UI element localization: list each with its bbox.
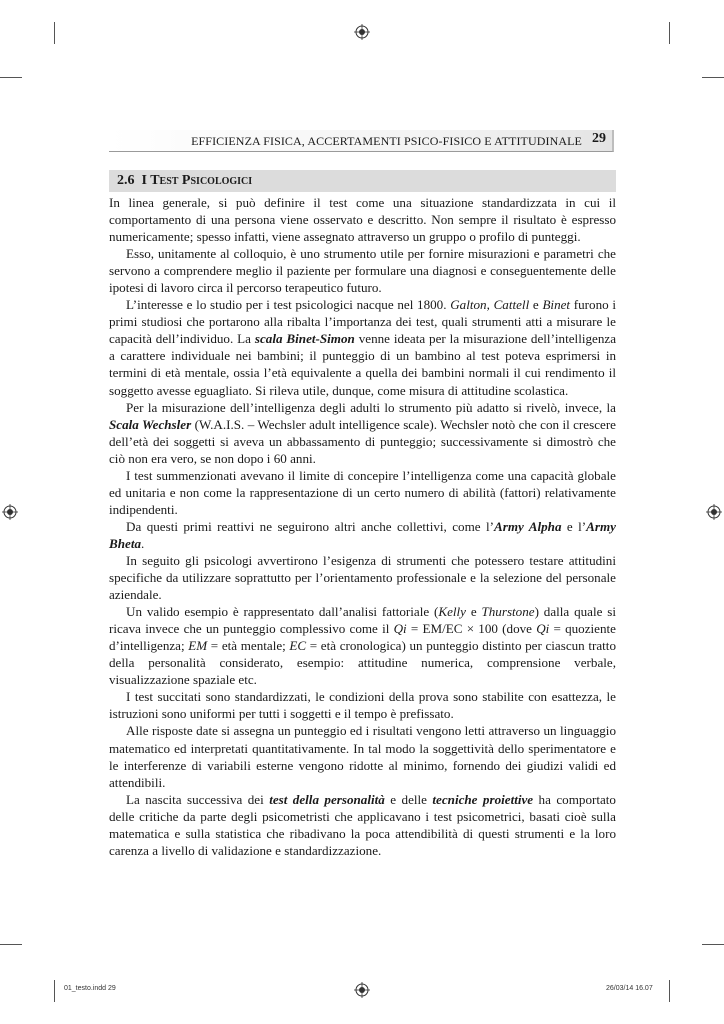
emphasis-text: Army Alpha — [494, 518, 562, 534]
crop-mark — [0, 944, 22, 945]
crop-mark — [0, 77, 22, 78]
paragraph — [109, 722, 616, 790]
paragraph-text: e — [529, 297, 543, 313]
section-title-text: I Test Psicologici — [141, 173, 253, 188]
crop-mark — [54, 980, 55, 1002]
emphasis-text: Thurstone — [481, 604, 535, 620]
paragraph — [109, 194, 616, 245]
registration-mark-icon — [354, 24, 370, 40]
registration-mark-icon — [706, 504, 722, 520]
running-head-title: EFFICIENZA FISICA, ACCERTAMENTI PSICO-FISICO E ATTITUDINALE — [191, 134, 582, 148]
paragraph-text: Da questi primi reattivi ne seguirono altri anche collettivi, come l’ — [126, 518, 494, 534]
page-number: 29 — [592, 131, 606, 146]
paragraph — [109, 296, 616, 398]
paragraph-text: e l’ — [561, 518, 587, 534]
emphasis-text: scala Binet-Simon — [254, 331, 355, 347]
emphasis-text: Binet — [542, 297, 571, 313]
paragraph-text: furono i primi studiosi che portarono alla ribalta l’importanza dei test, quali strumenti atti a misurare le capacità dell’individuo. La — [109, 297, 617, 347]
paragraph-text: Alle risposte date si assegna un punteggio ed i risultati vengono letti attraverso un linguaggio matematico ed interpretati quantitativamente. In tal modo la soggettività dello sperimentatore e le interferenze di variabili esterne vengono ridotte al minimo, fornendo dei giudizi validi ed attendibili. — [109, 723, 616, 790]
crop-mark — [702, 944, 724, 945]
paragraph — [109, 518, 616, 552]
paragraph-text: e delle — [384, 791, 433, 807]
paragraph-text: I test summenzionati avevano il limite di concepire l’intelligenza come una capacità globale ed unitaria e non come la rappresentazione di un certo numero di abilità (fattori) relativamente indipendenti. — [109, 467, 616, 517]
emphasis-text: test della personalità — [269, 791, 385, 807]
emphasis-text: EM — [188, 638, 208, 654]
paragraph-text: L’interesse e lo studio per i test psicologici nacque nel 1800. — [126, 297, 451, 313]
paragraph-text: . — [141, 535, 145, 551]
paragraph-text: ) dalla quale si ricava invece che un punteggio complessivo come il — [109, 604, 616, 637]
paragraph-text: = EM/EC × 100 (dove — [406, 621, 537, 637]
paragraph-text: Esso, unitamente al colloquio, è uno strumento utile per fornire misurazioni e parametri che servono a comprendere meglio il paziente per formulare una diagnosi e conseguentemente delle ipotesi di lavoro circa il percorso terapeutico futuro. — [109, 246, 616, 296]
crop-mark — [669, 980, 670, 1002]
paragraph — [109, 245, 616, 296]
registration-mark-icon — [2, 504, 18, 520]
paragraph — [109, 791, 616, 859]
paragraph — [109, 603, 616, 688]
emphasis-text: Army Bheta — [109, 518, 616, 551]
section-heading — [109, 170, 616, 192]
footer-file-slug: 01_testo.indd 29 — [64, 985, 116, 992]
emphasis-text: Qi — [536, 621, 550, 637]
paragraph — [109, 399, 616, 467]
paragraph-text: In linea generale, si può definire il test come una situazione standardizzata in cui il comportamento di una persona viene osservato e descritto. Non sempre il risultato è espresso numericamente; spesso infatti, viene assegnato attraverso un gruppo o profilo di punteggi. — [109, 195, 616, 245]
paragraph — [109, 552, 616, 603]
paragraph-text: e — [465, 604, 482, 620]
paragraph-text: = età cronologica) un punteggio distinto per ciascun tratto della personalità considerato, esempio: attitudine numerica, comprensione verbale, visualizzazione spaziale etc. — [109, 638, 616, 688]
footer-date-slug: 26/03/14 16.07 — [606, 985, 653, 992]
crop-mark — [54, 22, 55, 44]
paragraph-text: ha comportato delle critiche da parte degli psicometristi che applicavano i test psicometrici, basati cioè sulla matematica e sulla statistica che ribadivano la poca attendibilità di questi strumenti e la loro carenza a livello di validazione e standardizzazione. — [109, 791, 616, 858]
section-number: 2.6 — [117, 173, 135, 188]
body-text — [109, 194, 616, 859]
paragraph-text: venne ideata per la misurazione dell’intelligenza a carattere individuale nei bambini; il punteggio di un bambino al test poteva esprimersi in termini di età mentale, ossia l’età equivalente a quella dei bambini normali il cui rendimento il soggetto avesse eguagliato. Si rileva utile, dunque, come misura di attitudine scolastica. — [109, 331, 616, 398]
running-header — [109, 130, 614, 152]
paragraph-text: Un valido esempio è rappresentato dall’analisi fattoriale ( — [126, 604, 439, 620]
paragraph — [109, 467, 616, 518]
paragraph-text: La nascita successiva dei — [126, 791, 270, 807]
emphasis-text: tecniche proiettive — [432, 791, 534, 807]
emphasis-text: Kelly — [438, 604, 466, 620]
crop-mark — [669, 22, 670, 44]
paragraph-text: (W.A.I.S. – Wechsler adult intelligence scale). Wechsler notò che con il crescere dell’età dei soggetti si aveva un abbassamento di punteggio; successivamente si dimostrò che ciò non era vero, se non dopo i 60 anni. — [109, 416, 616, 466]
paragraph-text: Per la misurazione dell’intelligenza degli adulti lo strumento più adatto si rivelò, invece, la — [126, 399, 616, 415]
section-title — [117, 173, 252, 189]
emphasis-text: Scala Wechsler — [109, 416, 192, 432]
emphasis-text: Galton, Cattell — [450, 297, 530, 313]
paragraph-text: I test succitati sono standardizzati, le condizioni della prova sono stabilite con esattezza, le istruzioni sono uniformi per tutti i soggetti e il tempo è prefissato. — [109, 689, 616, 722]
emphasis-text: Qi — [393, 621, 407, 637]
crop-mark — [702, 77, 724, 78]
paragraph-text: = età mentale; — [207, 638, 290, 654]
emphasis-text: EC — [289, 638, 307, 654]
registration-mark-icon — [354, 982, 370, 998]
paragraph-text: = quoziente d’intelligenza; — [109, 621, 616, 654]
paragraph-text: In seguito gli psicologi avvertirono l’esigenza di strumenti che potessero testare attitudini specifiche da utilizzare soprattutto per l’orientamento professionale e la selezione del personale aziendale. — [109, 552, 616, 603]
paragraph — [109, 688, 616, 722]
